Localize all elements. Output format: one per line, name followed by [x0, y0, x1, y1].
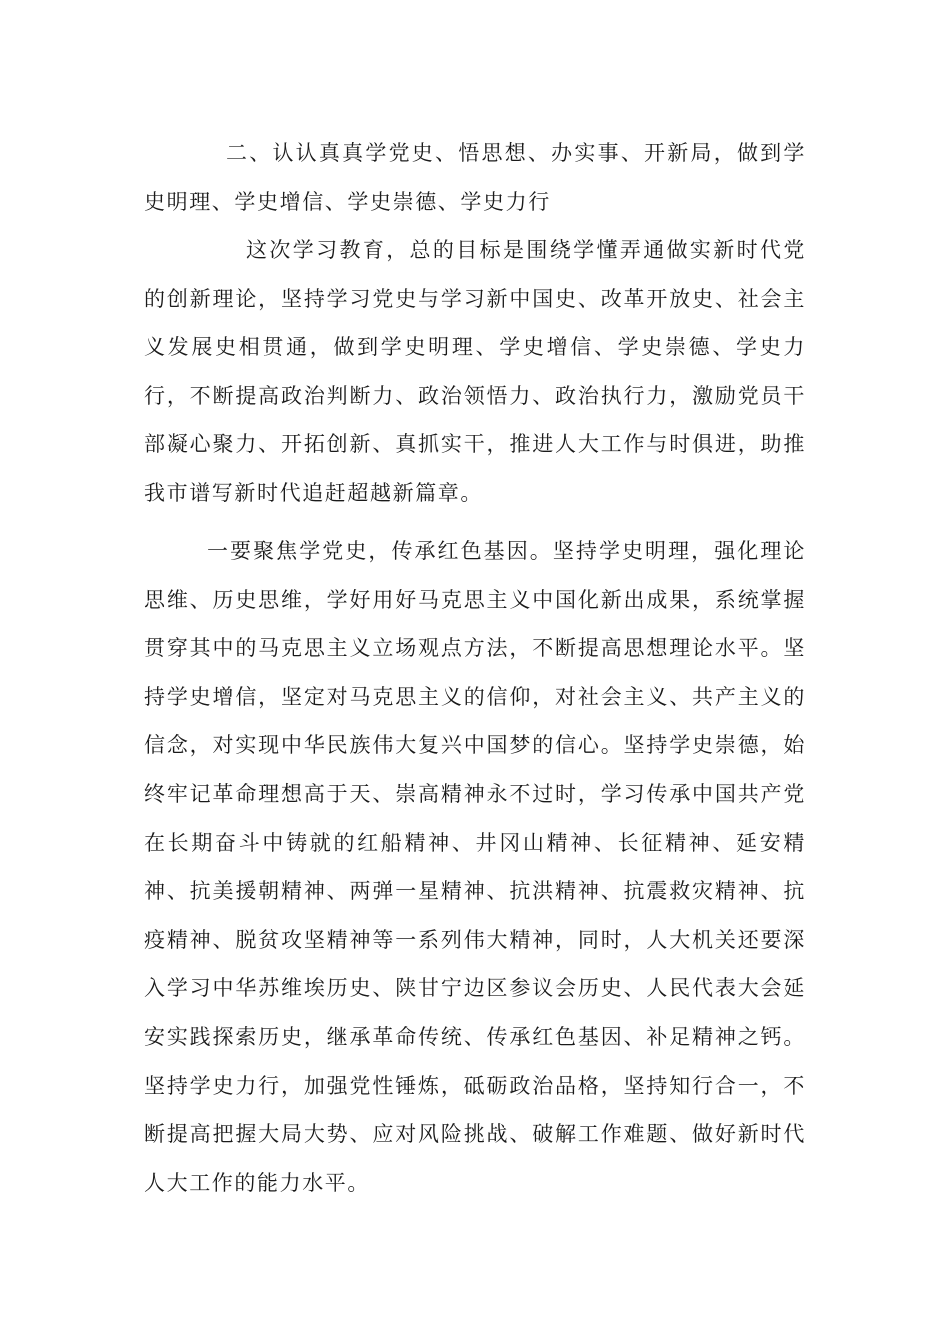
paragraph-text: 这次学习教育，总的目标是围绕学懂弄通做实新时代党的创新理论，坚持学习党史与学习新中国史、改革开放史、社会主义发展史相贯通，做到学史明理、学史增信、学史崇德、学史力行，不断提高政治判断力、政治领悟力、政治执行力，激励党员干部凝心聚力、开拓创新、真抓实干，推进人大工作与时俱进，助推我市谱写新时代追赶超越新篇章。	[144, 238, 806, 505]
paragraph-2	[144, 527, 806, 1207]
paragraph-1	[144, 226, 806, 518]
heading-text: 二、认认真真学党史、悟思想、办实事、开新局，做到学史明理、学史增信、学史崇德、学史力行	[144, 141, 806, 214]
paragraph-text: 一要聚焦学党史，传承红色基因。坚持学史明理，强化理论思维、历史思维，学好用好马克思主义中国化新出成果，系统掌握贯穿其中的马克思主义立场观点方法，不断提高思想理论水平。坚持学史增信，坚定对马克思主义的信仰，对社会主义、共产主义的信念，对实现中华民族伟大复兴中国梦的信心。坚持学史崇德，始终牢记革命理想高于天、崇高精神永不过时，学习传承中国共产党在长期奋斗中铸就的红船精神、井冈山精神、长征精神、延安精神、抗美援朝精神、两弹一星精神、抗洪精神、抗震救灾精神、抗疫精神、脱贫攻坚精神等一系列伟大精神，同时，人大机关还要深入学习中华苏维埃历史、陕甘宁边区参议会历史、人民代表大会延安实践探索历史，继承革命传统、传承红色基因、补足精神之钙。坚持学史力行，加强党性锤炼，砥砺政治品格，坚持知行合一，不断提高把握大局大势、应对风险挑战、破解工作难题、做好新时代人大工作的能力水平。	[144, 539, 806, 1195]
section-heading	[144, 129, 806, 226]
